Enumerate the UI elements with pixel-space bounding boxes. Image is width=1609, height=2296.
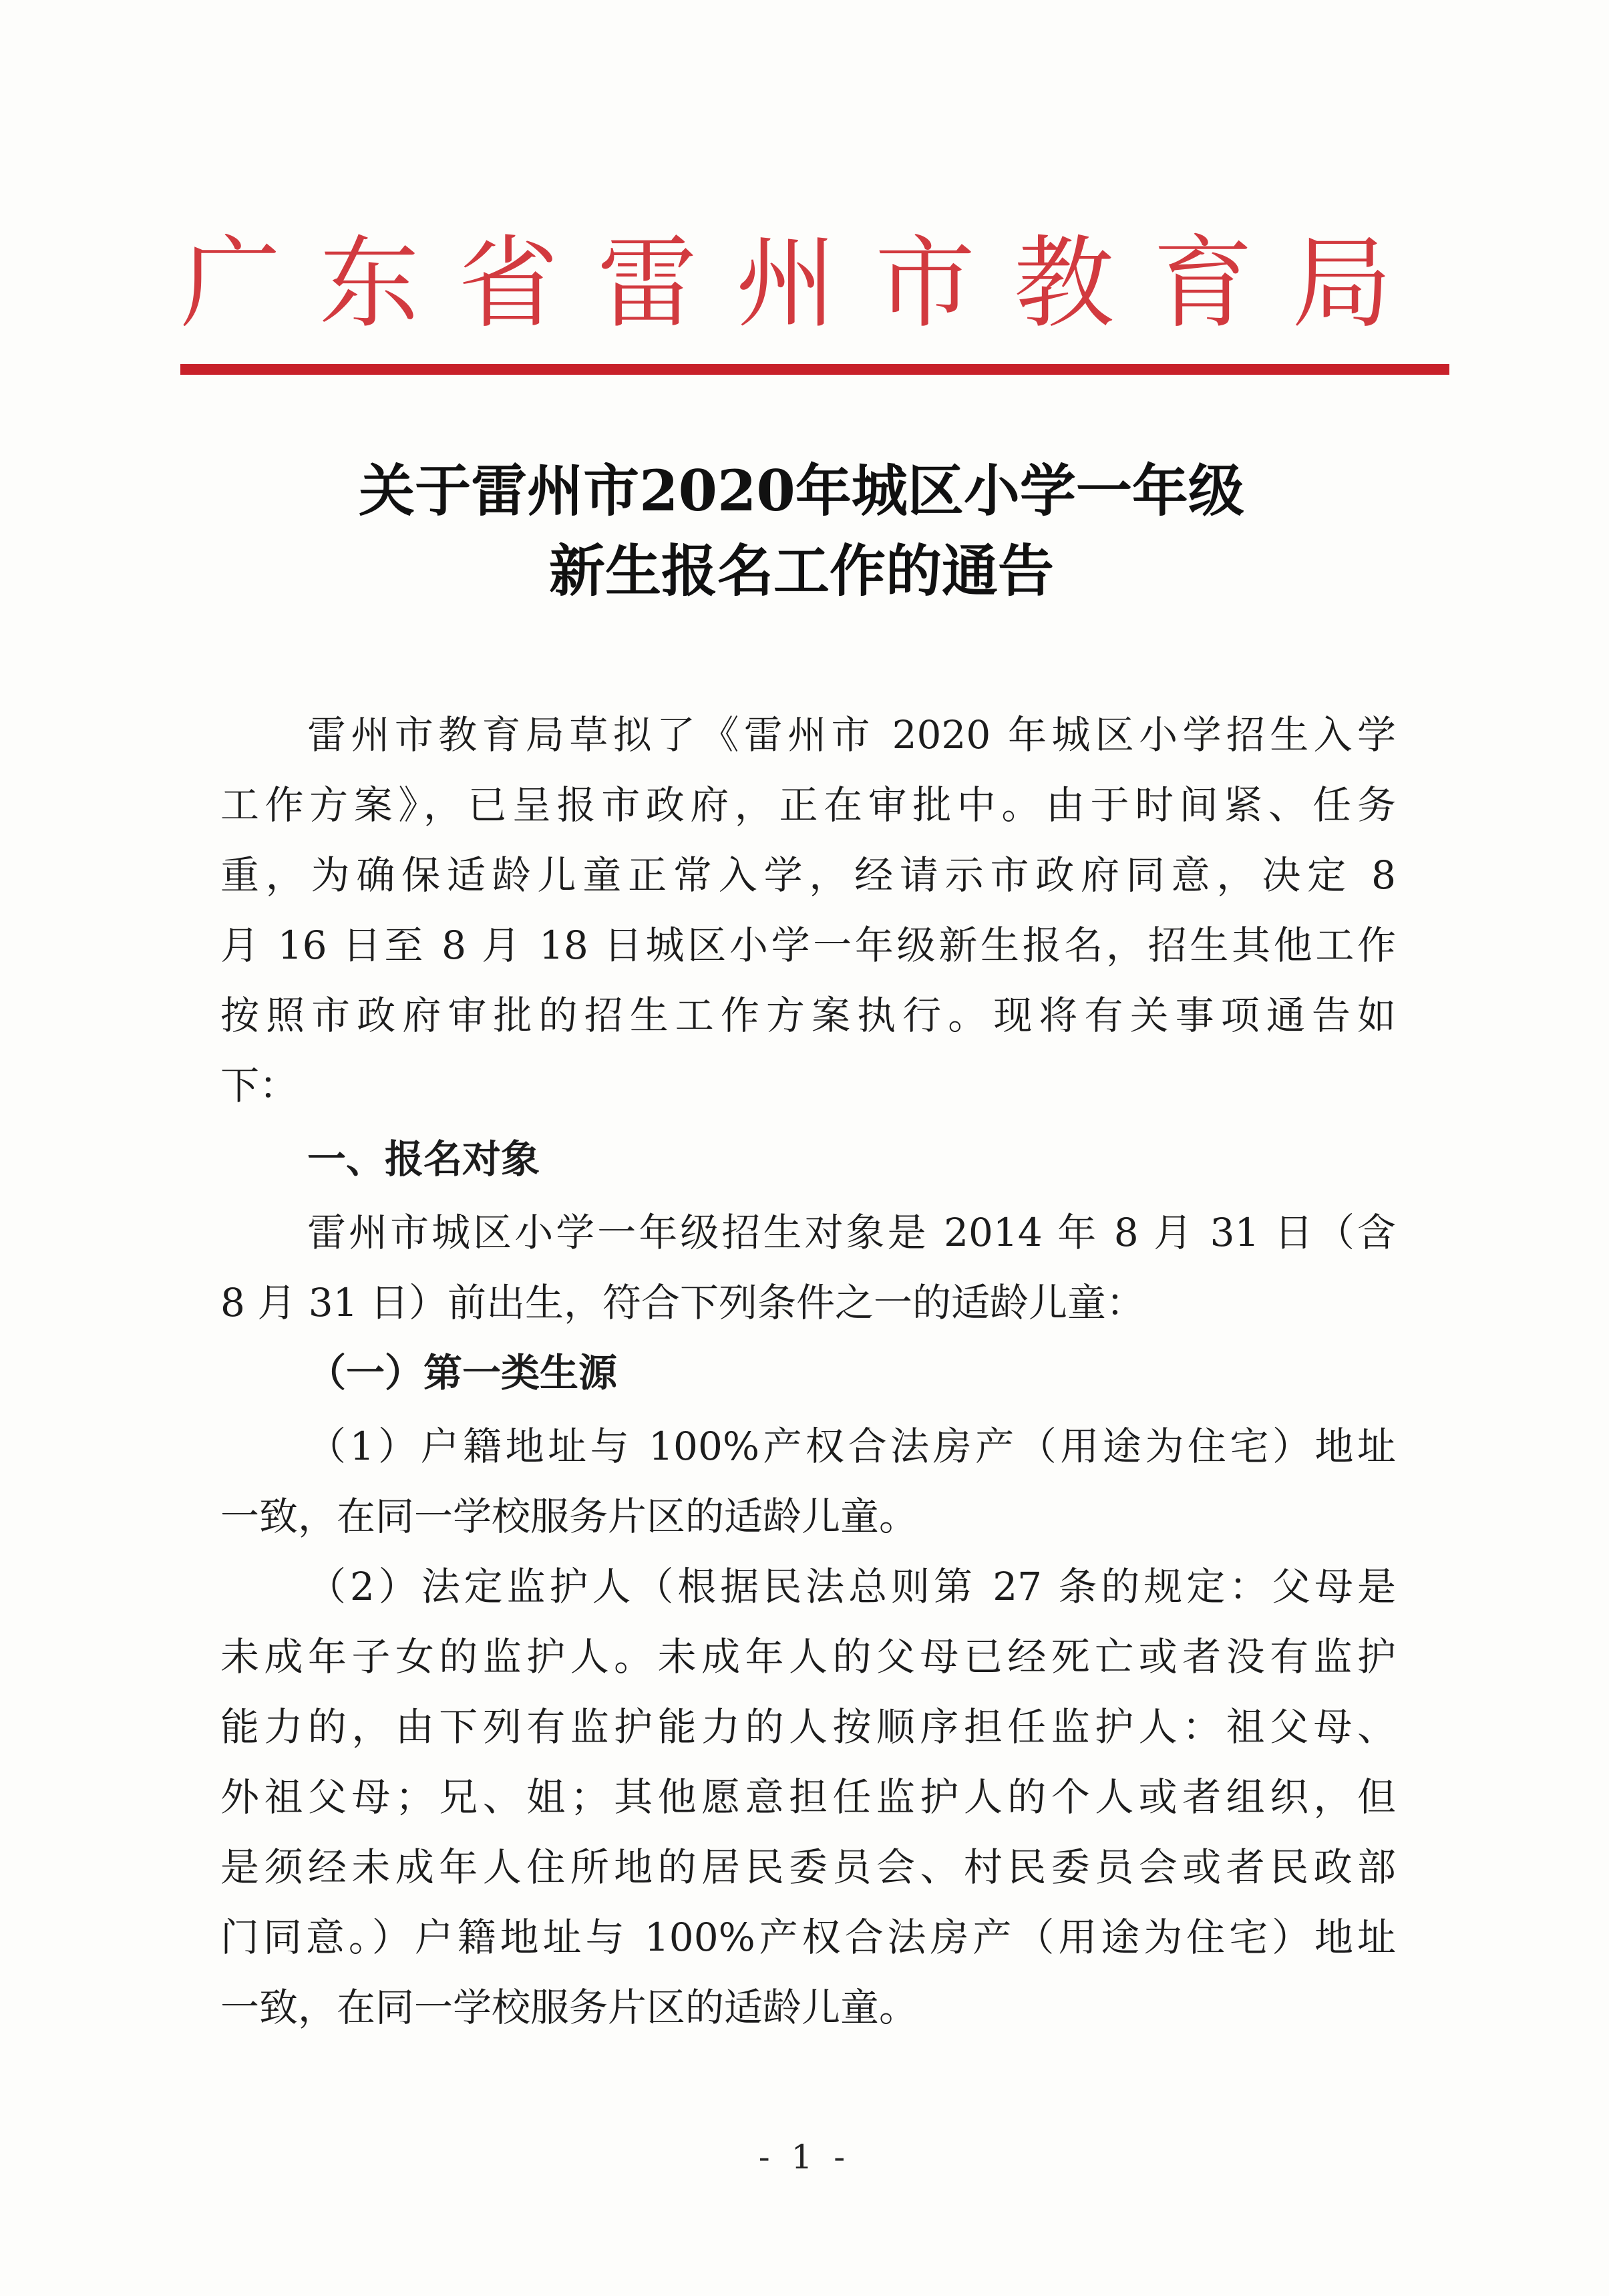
red-header-rule bbox=[180, 364, 1449, 375]
item2-line-1: （2）法定监护人（根据民法总则第 27 条的规定：父母是 bbox=[307, 1564, 1396, 1609]
notice-title-line-2: 新生报名工作的通告 bbox=[548, 538, 1054, 604]
item1-line-2: 一致，在同一学校服务片区的适龄儿童。 bbox=[220, 1494, 918, 1539]
subsection-heading-first-category: （一）第一类生源 bbox=[307, 1350, 618, 1396]
section1-line-1: 雷州市城区小学一年级招生对象是 2014 年 8 月 31 日（含 bbox=[307, 1210, 1396, 1255]
item2-line-5: 是须经未成年人住所地的居民委员会、村民委员会或者民政部 bbox=[220, 1844, 1396, 1890]
intro-line-3: 重，为确保适龄儿童正常入学，经请示市政府同意，决定 8 bbox=[220, 852, 1396, 898]
intro-line-2: 工作方案》，已呈报市政府，正在审批中。由于时间紧、任务 bbox=[220, 782, 1396, 828]
item2-line-7: 一致，在同一学校服务片区的适龄儿童。 bbox=[220, 1985, 918, 2030]
section1-line-2: 8 月 31 日）前出生，符合下列条件之一的适龄儿童： bbox=[220, 1280, 1145, 1325]
notice-title-line-1: 关于雷州市2020年城区小学一年级 bbox=[359, 458, 1244, 524]
intro-line-4: 月 16 日至 8 月 18 日城区小学一年级新生报名，招生其他工作 bbox=[220, 923, 1396, 968]
item2-line-3: 能力的，由下列有监护能力的人按顺序担任监护人：祖父母、 bbox=[220, 1704, 1396, 1750]
intro-line-1: 雷州市教育局草拟了《雷州市 2020 年城区小学招生入学 bbox=[307, 712, 1396, 758]
item2-line-2: 未成年子女的监护人。未成年人的父母已经死亡或者没有监护 bbox=[220, 1634, 1396, 1679]
page-number: - 1 - bbox=[758, 2138, 851, 2176]
issuing-authority-masthead: 广东省雷州市教育局 bbox=[180, 226, 1431, 342]
item2-line-4: 外祖父母；兄、姐；其他愿意担任监护人的个人或者组织，但 bbox=[220, 1774, 1396, 1820]
intro-line-5: 按照市政府审批的招生工作方案执行。现将有关事项通告如 bbox=[220, 993, 1396, 1038]
item2-line-6: 门同意。）户籍地址与 100%产权合法房产（用途为住宅）地址 bbox=[220, 1915, 1396, 1960]
section-heading-registration-targets: 一、报名对象 bbox=[307, 1136, 540, 1182]
item1-line-1: （1）户籍地址与 100%产权合法房产（用途为住宅）地址 bbox=[307, 1424, 1396, 1469]
intro-line-6: 下： bbox=[220, 1063, 299, 1108]
